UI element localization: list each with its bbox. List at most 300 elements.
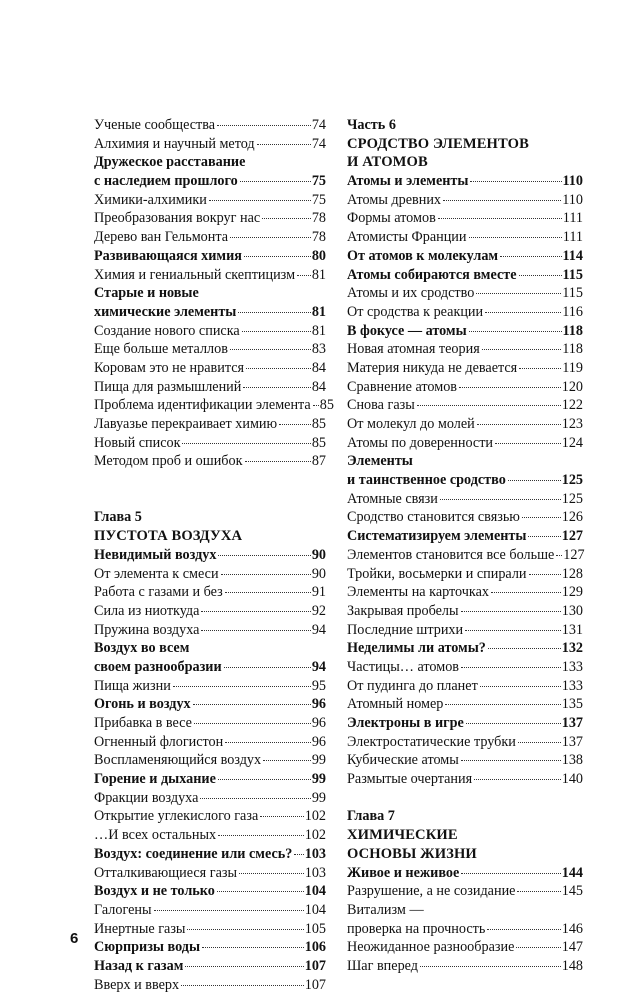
toc-entry-page: 111 bbox=[562, 210, 583, 227]
dot-leader bbox=[185, 966, 303, 967]
toc-entry-title: Атомы древних bbox=[347, 191, 442, 208]
dot-leader bbox=[202, 947, 304, 948]
dot-leader bbox=[438, 218, 562, 219]
toc-entry-title: Разрушение, а не созидание bbox=[347, 883, 516, 900]
toc-entry-title: Инертные газы bbox=[94, 920, 186, 937]
toc-entry-title: Атомный номер bbox=[347, 696, 444, 713]
toc-entry-page: 110 bbox=[562, 191, 583, 208]
toc-entry[interactable] bbox=[347, 639, 583, 658]
toc-entry-title: Сила из ниоткуда bbox=[94, 602, 200, 619]
dot-leader bbox=[461, 873, 560, 874]
dot-leader bbox=[173, 686, 311, 687]
toc-entry[interactable] bbox=[94, 957, 326, 976]
toc-entry-page: 119 bbox=[562, 359, 583, 376]
toc-entry[interactable] bbox=[94, 378, 326, 397]
toc-entry-title: Пища для размышлений bbox=[94, 378, 242, 395]
toc-entry-title-line bbox=[94, 639, 326, 658]
toc-entry[interactable] bbox=[94, 452, 326, 471]
toc-entry-page: 146 bbox=[561, 920, 583, 937]
section-heading: ХИМИЧЕСКИЕ bbox=[347, 827, 458, 844]
toc-entry[interactable] bbox=[347, 621, 583, 640]
dot-leader bbox=[466, 723, 561, 724]
toc-entry-title: Электростатические трубки bbox=[347, 733, 516, 750]
toc-entry[interactable] bbox=[347, 172, 583, 191]
dot-leader bbox=[461, 760, 561, 761]
toc-entry[interactable] bbox=[347, 920, 583, 939]
toc-entry[interactable] bbox=[347, 378, 583, 397]
toc-entry-page: 102 bbox=[304, 827, 326, 844]
dot-leader bbox=[263, 760, 311, 761]
dot-leader bbox=[528, 536, 560, 537]
toc-entry[interactable] bbox=[94, 920, 326, 939]
dot-leader bbox=[487, 929, 560, 930]
toc-entry-page: 75 bbox=[311, 173, 326, 190]
toc-entry-title: своем разнообразии bbox=[94, 658, 222, 675]
dot-leader bbox=[193, 704, 311, 705]
toc-entry-page: 75 bbox=[311, 191, 326, 208]
toc-entry-title: Алхимия и научный метод bbox=[94, 135, 255, 152]
toc-entry[interactable] bbox=[347, 471, 583, 490]
dot-leader bbox=[245, 461, 311, 462]
toc-entry-title: Методом проб и ошибок bbox=[94, 453, 243, 470]
toc-entry[interactable] bbox=[347, 247, 583, 266]
dot-leader bbox=[485, 312, 561, 313]
dot-leader bbox=[217, 891, 304, 892]
toc-entry-title: Вверх и вверх bbox=[94, 976, 180, 993]
toc-entry-title: Формы атомов bbox=[347, 210, 436, 227]
toc-entry[interactable] bbox=[347, 284, 583, 303]
toc-entry-page: 144 bbox=[561, 864, 583, 881]
toc-entry-page: 87 bbox=[311, 453, 326, 470]
toc-entry-page: 133 bbox=[561, 658, 583, 675]
toc-entry-page: 96 bbox=[311, 696, 326, 713]
dot-leader bbox=[279, 424, 311, 425]
toc-entry-page: 125 bbox=[561, 490, 583, 507]
dot-leader bbox=[461, 667, 561, 668]
toc-entry[interactable] bbox=[94, 228, 326, 247]
toc-entry-page: 78 bbox=[311, 210, 326, 227]
toc-entry[interactable] bbox=[347, 490, 583, 509]
toc-entry-page: 129 bbox=[561, 584, 583, 601]
toc-entry-page: 137 bbox=[561, 715, 583, 731]
toc-entry-title-line bbox=[94, 284, 326, 303]
toc-entry[interactable] bbox=[94, 621, 326, 640]
toc-entry-title: Атомы и элементы bbox=[347, 173, 469, 190]
toc-entry-title: Химия и гениальный скептицизм bbox=[94, 266, 296, 283]
toc-entry-title: Воздух: соединение или смесь? bbox=[94, 845, 293, 862]
toc-entry[interactable] bbox=[347, 228, 583, 247]
toc-entry-page: 116 bbox=[562, 303, 583, 320]
toc-entry[interactable] bbox=[347, 266, 583, 285]
dot-leader bbox=[420, 966, 561, 967]
dot-leader bbox=[417, 405, 561, 406]
toc-entry-title: Последние штрихи bbox=[347, 621, 464, 638]
toc-entry[interactable] bbox=[347, 434, 583, 453]
dot-leader bbox=[440, 499, 561, 500]
toc-entry[interactable] bbox=[94, 583, 326, 602]
toc-entry-page: 114 bbox=[562, 247, 583, 264]
toc-entry-title: Создание нового списка bbox=[94, 322, 240, 339]
toc-entry-title: Пища жизни bbox=[94, 677, 171, 694]
toc-entry-title: Открытие углекислого газа bbox=[94, 808, 259, 825]
toc-entry[interactable] bbox=[347, 770, 583, 789]
toc-entry[interactable] bbox=[94, 807, 326, 826]
toc-entry[interactable] bbox=[94, 733, 326, 752]
toc-entry[interactable] bbox=[94, 172, 326, 191]
toc-entry-title: Новая атомная теория bbox=[347, 341, 480, 358]
toc-entry-title: От молекул до молей bbox=[347, 416, 475, 432]
toc-entry[interactable] bbox=[347, 396, 583, 415]
toc-entry[interactable] bbox=[347, 677, 583, 696]
toc-entry[interactable] bbox=[347, 583, 583, 602]
dot-leader bbox=[217, 125, 311, 126]
toc-entry-title: Ученые сообщества bbox=[94, 117, 216, 133]
toc-entry[interactable] bbox=[347, 695, 583, 714]
toc-entry-page: 84 bbox=[311, 378, 326, 395]
section-heading: ПУСТОТА ВОЗДУХА bbox=[94, 528, 243, 545]
toc-entry-page: 94 bbox=[311, 658, 326, 675]
toc-entry-page: 99 bbox=[311, 752, 326, 769]
toc-entry-title: Неделимы ли атомы? bbox=[347, 640, 486, 657]
toc-entry-title: Шаг вперед bbox=[347, 957, 418, 974]
toc-entry-page: 127 bbox=[563, 546, 585, 563]
toc-entry[interactable] bbox=[94, 845, 326, 864]
toc-entry-page: 102 bbox=[304, 808, 326, 825]
toc-entry[interactable] bbox=[347, 191, 583, 210]
toc-entry[interactable] bbox=[94, 677, 326, 696]
dot-leader bbox=[469, 331, 562, 332]
toc-entry[interactable] bbox=[94, 565, 326, 584]
dot-leader bbox=[154, 910, 304, 911]
toc-entry-title: От сродства к реакции bbox=[347, 303, 484, 320]
dot-leader bbox=[461, 611, 561, 612]
dot-leader bbox=[218, 555, 310, 556]
spacer bbox=[347, 789, 583, 808]
toc-entry[interactable] bbox=[94, 434, 326, 453]
toc-entry[interactable] bbox=[94, 882, 326, 901]
toc-entry-page: 122 bbox=[561, 397, 583, 414]
toc-entry-page: 99 bbox=[311, 789, 326, 806]
section-heading: ОСНОВЫ ЖИЗНИ bbox=[347, 845, 477, 862]
toc-entry[interactable] bbox=[347, 882, 583, 901]
toc-entry-title: Размытые очертания bbox=[347, 771, 473, 788]
toc-entry-title: Отталкивающиеся газы bbox=[94, 864, 238, 881]
toc-entry-page: 106 bbox=[304, 939, 326, 956]
dot-leader bbox=[519, 368, 561, 369]
toc-entry-title: Атомисты Франции bbox=[347, 229, 467, 246]
toc-entry[interactable] bbox=[94, 938, 326, 957]
toc-entry-title: Прибавка в весе bbox=[94, 715, 192, 731]
toc-entry-page: 91 bbox=[311, 584, 326, 601]
dot-leader bbox=[240, 181, 311, 182]
toc-entry-page: 133 bbox=[561, 677, 583, 694]
toc-entry[interactable] bbox=[347, 957, 583, 976]
toc-entry-title: химические элементы bbox=[94, 303, 237, 320]
toc-entry[interactable] bbox=[94, 116, 326, 135]
toc-entry-title: Частицы… атомов bbox=[347, 658, 460, 675]
toc-entry-title: Сродство становится связью bbox=[347, 509, 520, 526]
toc-entry[interactable] bbox=[347, 751, 583, 770]
spacer bbox=[94, 471, 326, 490]
toc-entry-page: 138 bbox=[561, 752, 583, 769]
toc-entry-title: Воспламеняющийся воздух bbox=[94, 752, 262, 769]
toc-entry[interactable] bbox=[347, 565, 583, 584]
toc-entry-page: 107 bbox=[304, 976, 326, 993]
dot-leader bbox=[516, 947, 560, 948]
toc-entry-page: 111 bbox=[562, 229, 583, 246]
dot-leader bbox=[257, 144, 311, 145]
toc-entry-page: 118 bbox=[562, 322, 583, 339]
toc-entry[interactable] bbox=[94, 191, 326, 210]
toc-entry[interactable] bbox=[94, 695, 326, 714]
toc-entry[interactable] bbox=[347, 508, 583, 527]
dot-leader bbox=[313, 405, 319, 406]
toc-entry[interactable] bbox=[347, 546, 583, 565]
toc-entry-page: 126 bbox=[561, 509, 583, 526]
toc-entry-page: 130 bbox=[561, 602, 583, 619]
toc-entry[interactable] bbox=[94, 546, 326, 565]
toc-entry-page: 81 bbox=[311, 322, 326, 339]
dot-leader bbox=[518, 742, 561, 743]
toc-entry-title: Огонь и воздух bbox=[94, 696, 191, 713]
toc-entry-title: и таинственное сродство bbox=[347, 472, 506, 489]
dot-leader bbox=[244, 256, 311, 257]
toc-entry-title: Неожиданное разнообразие bbox=[347, 939, 515, 956]
toc-entry[interactable] bbox=[347, 209, 583, 228]
dot-leader bbox=[294, 854, 303, 855]
toc-entry-page: 81 bbox=[311, 266, 326, 283]
toc-entry[interactable] bbox=[94, 415, 326, 434]
toc-entry-page: 85 bbox=[311, 434, 326, 451]
toc-entry[interactable] bbox=[94, 658, 326, 677]
dot-leader bbox=[187, 929, 303, 930]
toc-entry-title: Дружеское расставание bbox=[94, 154, 246, 171]
toc-entry-title: Закрывая пробелы bbox=[347, 602, 459, 619]
toc-entry[interactable] bbox=[347, 340, 583, 359]
dot-leader bbox=[230, 349, 311, 350]
toc-entry-page: 120 bbox=[561, 378, 583, 395]
toc-entry-title: В фокусе — атомы bbox=[347, 322, 467, 339]
section-heading: И АТОМОВ bbox=[347, 154, 428, 171]
toc-entry-page: 84 bbox=[311, 359, 326, 376]
toc-entry[interactable] bbox=[94, 209, 326, 228]
toc-entry[interactable] bbox=[94, 322, 326, 341]
toc-entry-title: Химики-алхимики bbox=[94, 191, 207, 208]
toc-entry-page: 140 bbox=[561, 771, 583, 788]
toc-entry-title: Живое и неживое bbox=[347, 864, 460, 881]
spacer bbox=[94, 490, 326, 509]
toc-entry-page: 78 bbox=[311, 229, 326, 246]
dot-leader bbox=[480, 686, 561, 687]
toc-entry[interactable] bbox=[94, 602, 326, 621]
toc-entry-page: 124 bbox=[561, 434, 583, 451]
dot-leader bbox=[500, 256, 561, 257]
dot-leader bbox=[218, 779, 311, 780]
toc-left-column bbox=[94, 116, 334, 994]
section-heading: Часть 6 bbox=[347, 117, 396, 133]
toc-entry-title: Кубические атомы bbox=[347, 752, 459, 769]
toc-entry[interactable] bbox=[347, 714, 583, 733]
toc-entry-page: 92 bbox=[311, 602, 326, 619]
toc-entry-page: 85 bbox=[319, 397, 334, 414]
toc-entry-page: 137 bbox=[561, 733, 583, 750]
dot-leader bbox=[243, 387, 310, 388]
dot-leader bbox=[445, 704, 560, 705]
toc-entry[interactable] bbox=[94, 396, 334, 415]
dot-leader bbox=[474, 779, 561, 780]
toc-entry[interactable] bbox=[94, 247, 326, 266]
dot-leader bbox=[495, 443, 561, 444]
toc-entry-page: 103 bbox=[304, 864, 326, 881]
toc-entry-page: 95 bbox=[311, 677, 326, 694]
toc-entry-page: 110 bbox=[562, 173, 583, 190]
dot-leader bbox=[443, 200, 561, 201]
toc-entry[interactable] bbox=[94, 789, 326, 808]
toc-entry-page: 125 bbox=[561, 472, 583, 489]
toc-entry-page: 115 bbox=[562, 266, 583, 283]
dot-leader bbox=[491, 592, 561, 593]
toc-entry[interactable] bbox=[94, 976, 326, 995]
dot-leader bbox=[194, 723, 311, 724]
dot-leader bbox=[517, 891, 560, 892]
dot-leader bbox=[239, 873, 304, 874]
toc-entry-page: 123 bbox=[561, 416, 583, 432]
toc-entry-page: 118 bbox=[562, 341, 583, 358]
toc-entry-title: Электроны в игре bbox=[347, 715, 464, 731]
toc-entry-page: 104 bbox=[304, 901, 326, 918]
toc-entry[interactable] bbox=[347, 322, 583, 341]
dot-leader bbox=[224, 667, 311, 668]
toc-entry-title: Воздух во всем bbox=[94, 640, 190, 657]
dot-leader bbox=[459, 387, 561, 388]
toc-entry-title: Систематизируем элементы bbox=[347, 528, 527, 545]
toc-entry-title: Огненный флогистон bbox=[94, 733, 224, 750]
toc-entry-page: 131 bbox=[561, 621, 583, 638]
toc-entry-page: 135 bbox=[561, 696, 583, 713]
toc-entry-page: 90 bbox=[311, 565, 326, 582]
toc-entry[interactable] bbox=[94, 303, 326, 322]
toc-entry[interactable] bbox=[347, 415, 583, 434]
toc-entry-title: Лавуазье перекраивает химию bbox=[94, 416, 278, 432]
toc-entry-title: От пудинга до планет bbox=[347, 677, 478, 694]
toc-entry-page: 74 bbox=[311, 135, 326, 152]
toc-entry[interactable] bbox=[347, 359, 583, 378]
toc-entry-title: Элементы на карточках bbox=[347, 584, 489, 601]
dot-leader bbox=[519, 275, 562, 276]
toc-entry-page: 85 bbox=[311, 416, 326, 432]
toc-entry-title-line bbox=[347, 452, 583, 471]
toc-entry-title: Атомы и их сродство bbox=[347, 285, 475, 302]
toc-entry-page: 96 bbox=[311, 733, 326, 750]
toc-entry-title: Атомные связи bbox=[347, 490, 438, 507]
dot-leader bbox=[477, 424, 561, 425]
toc-entry-title: Дерево ван Гельмонта bbox=[94, 229, 229, 246]
toc-entry-title: От элемента к смеси bbox=[94, 565, 219, 582]
toc-entry-title: Преобразования вокруг нас bbox=[94, 210, 261, 227]
toc-entry-title: Атомы по доверенности bbox=[347, 434, 494, 451]
toc-entry[interactable] bbox=[94, 714, 326, 733]
toc-entry-page: 99 bbox=[311, 771, 326, 788]
toc-entry-title: Назад к газам bbox=[94, 957, 184, 974]
toc-entry-title: Снова газы bbox=[347, 397, 415, 414]
toc-entry-title: Работа с газами и без bbox=[94, 584, 223, 601]
toc-entry[interactable] bbox=[94, 266, 326, 285]
toc-entry[interactable] bbox=[94, 864, 326, 883]
dot-leader bbox=[508, 480, 561, 481]
toc-entry[interactable] bbox=[347, 938, 583, 957]
dot-leader bbox=[225, 742, 311, 743]
dot-leader bbox=[262, 218, 311, 219]
toc-entry[interactable] bbox=[347, 864, 583, 883]
toc-entry-title: Тройки, восьмерки и спирали bbox=[347, 565, 527, 582]
toc-entry[interactable] bbox=[94, 770, 326, 789]
toc-entry-title: Развивающаяся химия bbox=[94, 247, 242, 264]
toc-entry-title: с наследием прошлого bbox=[94, 173, 238, 190]
toc-entry-page: 94 bbox=[311, 621, 326, 638]
toc-entry-page: 105 bbox=[304, 920, 326, 937]
toc-entry-title: Коровам это не нравится bbox=[94, 359, 245, 376]
dot-leader bbox=[225, 592, 311, 593]
toc-entry-page: 148 bbox=[561, 957, 583, 974]
toc-entry[interactable] bbox=[94, 340, 326, 359]
toc-entry[interactable] bbox=[94, 751, 326, 770]
toc-entry-page: 145 bbox=[561, 883, 583, 900]
dot-leader bbox=[260, 816, 303, 817]
toc-entry[interactable] bbox=[94, 901, 326, 920]
dot-leader bbox=[476, 293, 561, 294]
dot-leader bbox=[181, 985, 304, 986]
toc-entry-title: От атомов к молекулам bbox=[347, 247, 499, 264]
toc-entry[interactable] bbox=[347, 658, 583, 677]
toc-entry[interactable] bbox=[347, 733, 583, 752]
toc-entry-title: Старые и новые bbox=[94, 285, 199, 302]
dot-leader bbox=[230, 237, 311, 238]
toc-entry-title: Атомы собираются вместе bbox=[347, 266, 517, 283]
toc-entry-title: Еще больше металлов bbox=[94, 341, 228, 358]
toc-entry-title: …И всех остальных bbox=[94, 827, 217, 844]
toc-entry[interactable] bbox=[94, 135, 326, 154]
toc-entry-page: 132 bbox=[561, 640, 583, 657]
section-heading: Глава 7 bbox=[347, 808, 395, 825]
toc-entry[interactable] bbox=[347, 303, 583, 322]
dot-leader bbox=[221, 574, 311, 575]
dot-leader bbox=[529, 574, 561, 575]
toc-entry-page: 83 bbox=[311, 341, 326, 358]
toc-entry[interactable] bbox=[94, 826, 326, 845]
toc-entry-title: Невидимый воздух bbox=[94, 546, 217, 563]
toc-entry-title: Элементы bbox=[347, 453, 413, 470]
toc-entry-title: Проблема идентификации элемента bbox=[94, 397, 311, 414]
toc-entry-page: 107 bbox=[304, 957, 326, 974]
toc-entry[interactable] bbox=[347, 527, 583, 546]
toc-entry-title-line bbox=[347, 901, 583, 920]
dot-leader bbox=[201, 630, 310, 631]
toc-entry-page: 147 bbox=[561, 939, 583, 956]
toc-entry-title: проверка на прочность bbox=[347, 920, 486, 937]
toc-entry[interactable] bbox=[347, 602, 583, 621]
page-number: 6 bbox=[70, 930, 79, 947]
toc-entry-page: 104 bbox=[304, 883, 326, 900]
dot-leader bbox=[488, 648, 561, 649]
dot-leader bbox=[238, 312, 310, 313]
dot-leader bbox=[470, 181, 561, 182]
dot-leader bbox=[297, 275, 311, 276]
toc-entry-title: Сравнение атомов bbox=[347, 378, 458, 395]
toc-entry[interactable] bbox=[94, 359, 326, 378]
toc-entry-title-line bbox=[94, 153, 326, 172]
dot-leader bbox=[246, 368, 311, 369]
dot-leader bbox=[522, 517, 561, 518]
